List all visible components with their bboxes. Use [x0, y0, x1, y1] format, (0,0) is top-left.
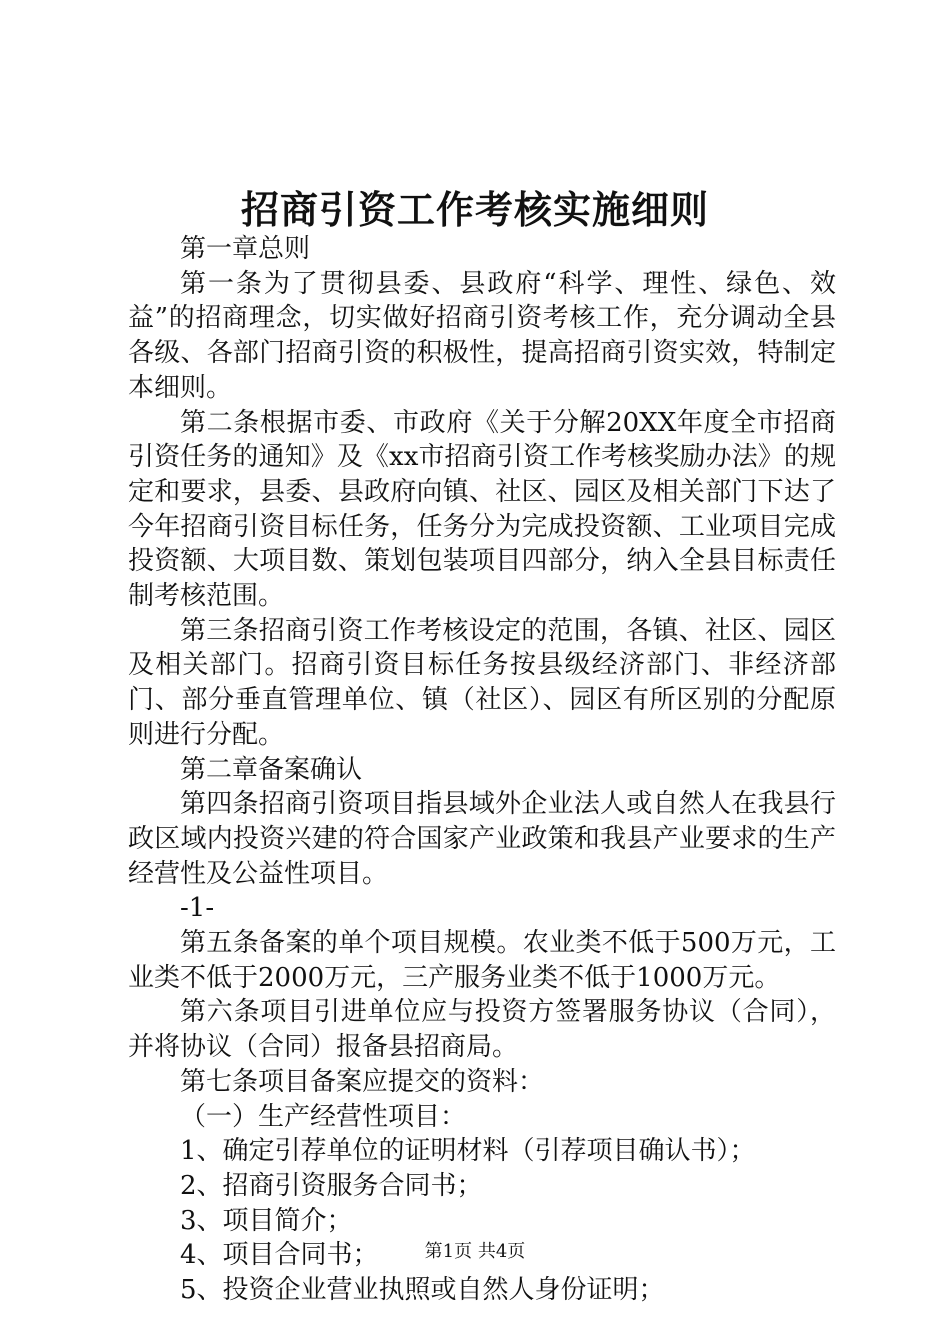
document-title: 招商引资工作考核实施细则	[240, 187, 709, 232]
inline-page-marker: -1-	[180, 893, 215, 924]
list-item: 5、投资企业营业执照或自然人身份证明；	[180, 1275, 665, 1306]
paragraph: 第四条招商引资项目指县域外企业法人或自然人在我县行政区域内投资兴建的符合国家产业政策和我县产业要求的生产经营性及公益性项目。	[128, 789, 836, 889]
paragraph: 第二条根据市委、市政府《关于分解20XX年度全市招商引资任务的通知》及《xx市招商引资工作考核奖励办法》的规定和要求，县委、县政府向镇、社区、园区及相关部门下达了今年招商引资目标任务，任务分为完成投资额、工业项目完成投资额、大项目数、策划包装项目四部分，纳入全县目标责任制考核范围。	[128, 407, 836, 612]
list-item: 3、项目简介；	[180, 1205, 353, 1236]
paragraph: 第六条项目引进单位应与投资方签署服务协议（合同），并将协议（合同）报备县招商局。	[128, 997, 836, 1063]
paragraph: 第七条项目备案应提交的资料：	[180, 1066, 545, 1097]
document-body	[128, 232, 836, 1308]
chapter-heading: 第二章备案确认	[180, 754, 363, 785]
paragraph: 第三条招商引资工作考核设定的范围，各镇、社区、园区及相关部门。招商引资目标任务按县级经济部门、非经济部门、部分垂直管理单位、镇（社区）、园区有所区别的分配原则进行分配。	[128, 615, 836, 750]
list-item: 1、确定引荐单位的证明材料（引荐项目确认书）；	[180, 1136, 756, 1167]
chapter-heading: 第一章总则	[180, 234, 311, 264]
paragraph: 第一条为了贯彻县委、县政府“科学、理性、绿色、效益”的招商理念，切实做好招商引资考核工作，充分调动全县各级、各部门招商引资的积极性，提高招商引资实效，特制定本细则。	[128, 268, 836, 403]
list-item: 4、项目合同书；	[180, 1240, 379, 1271]
list-item: 2、招商引资服务合同书；	[180, 1170, 483, 1201]
paragraph: 第五条备案的单个项目规模。农业类不低于500万元，工业类不低于2000万元，三产服务业类不低于1000万元。	[128, 928, 836, 993]
list-heading: （一）生产经营性项目：	[180, 1101, 467, 1132]
page-footer: 第1页 共4页	[424, 1241, 526, 1262]
